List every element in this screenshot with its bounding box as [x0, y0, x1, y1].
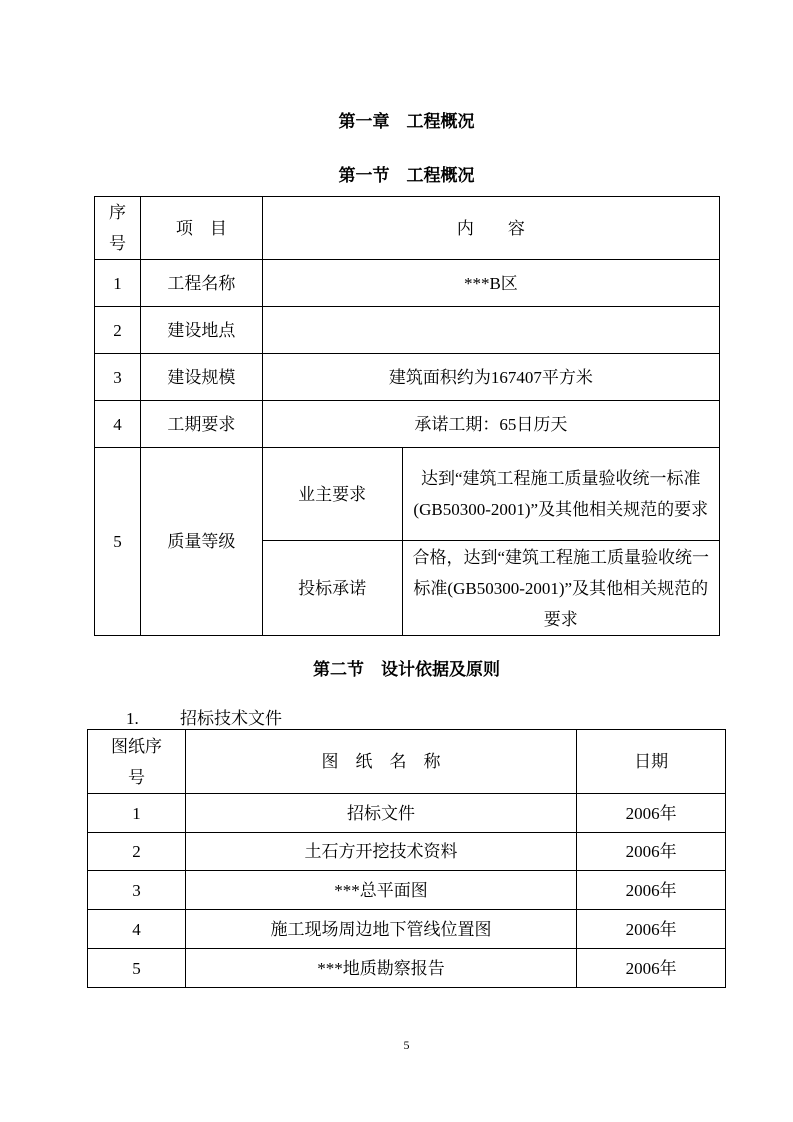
header-drawing-no: 图纸序号 — [88, 730, 186, 794]
owner-requirement-text: 达到“建筑工程施工质量验收统一标准(GB50300-2001)”及其他相关规范的要求 — [402, 448, 719, 541]
table-header-row — [88, 730, 726, 794]
table-row — [88, 833, 726, 871]
row-name: 招标文件 — [185, 794, 576, 833]
row-no: 1 — [88, 794, 186, 833]
header-date: 日期 — [577, 730, 726, 794]
drawings-table — [87, 729, 726, 988]
bid-commitment-text: 合格，达到“建筑工程施工质量验收统一标准(GB50300-2001)”及其他相关规范的要求 — [402, 541, 719, 636]
header-item: 项 目 — [140, 197, 262, 260]
section-title-design-basis: 第二节 设计依据及原则 — [313, 660, 500, 679]
row-no: 2 — [88, 833, 186, 871]
row-content: ***B区 — [262, 260, 719, 307]
row-item: 建设地点 — [140, 307, 262, 354]
row-no: 4 — [95, 401, 141, 448]
table-row — [95, 401, 720, 448]
row-name: 土石方开挖技术资料 — [185, 833, 576, 871]
row-content — [262, 307, 719, 354]
row-item: 工程名称 — [140, 260, 262, 307]
row-date: 2006年 — [577, 833, 726, 871]
row-no: 3 — [95, 354, 141, 401]
row-name: 施工现场周边地下管线位置图 — [185, 910, 576, 949]
row-no: 5 — [88, 949, 186, 988]
row-no: 3 — [88, 871, 186, 910]
bid-commitment-label: 投标承诺 — [262, 541, 402, 636]
table-row — [88, 910, 726, 949]
row-date: 2006年 — [577, 949, 726, 988]
table-row — [88, 871, 726, 910]
table-row — [95, 260, 720, 307]
row-name: ***总平面图 — [185, 871, 576, 910]
page-number: 5 — [403, 1038, 410, 1052]
row-date: 2006年 — [577, 794, 726, 833]
table-row — [95, 307, 720, 354]
row-item: 工期要求 — [140, 401, 262, 448]
row-no: 2 — [95, 307, 141, 354]
row-content: 承诺工期：65日历天 — [262, 401, 719, 448]
list-item-bid-docs — [126, 704, 282, 729]
row-no: 5 — [95, 448, 141, 636]
table-row — [88, 949, 726, 988]
owner-requirement-label: 业主要求 — [262, 448, 402, 541]
row-no: 1 — [95, 260, 141, 307]
table-row — [88, 794, 726, 833]
project-overview-table — [94, 196, 720, 636]
table-row-quality-owner — [95, 448, 720, 541]
row-content: 建筑面积约为167407平方米 — [262, 354, 719, 401]
row-item: 质量等级 — [140, 448, 262, 636]
row-date: 2006年 — [577, 871, 726, 910]
row-no: 4 — [88, 910, 186, 949]
header-content: 内 容 — [262, 197, 719, 260]
chapter-title: 第一章 工程概况 — [338, 112, 475, 131]
row-name: ***地质勘察报告 — [185, 949, 576, 988]
section-title-overview: 第一节 工程概况 — [338, 166, 475, 185]
list-item-text: 招标技术文件 — [180, 709, 282, 728]
table-header-row — [95, 197, 720, 260]
row-date: 2006年 — [577, 910, 726, 949]
table-row — [95, 354, 720, 401]
header-no: 序号 — [95, 197, 141, 260]
header-drawing-name: 图 纸 名 称 — [185, 730, 576, 794]
list-item-number: 1. — [126, 709, 139, 728]
row-item: 建设规模 — [140, 354, 262, 401]
